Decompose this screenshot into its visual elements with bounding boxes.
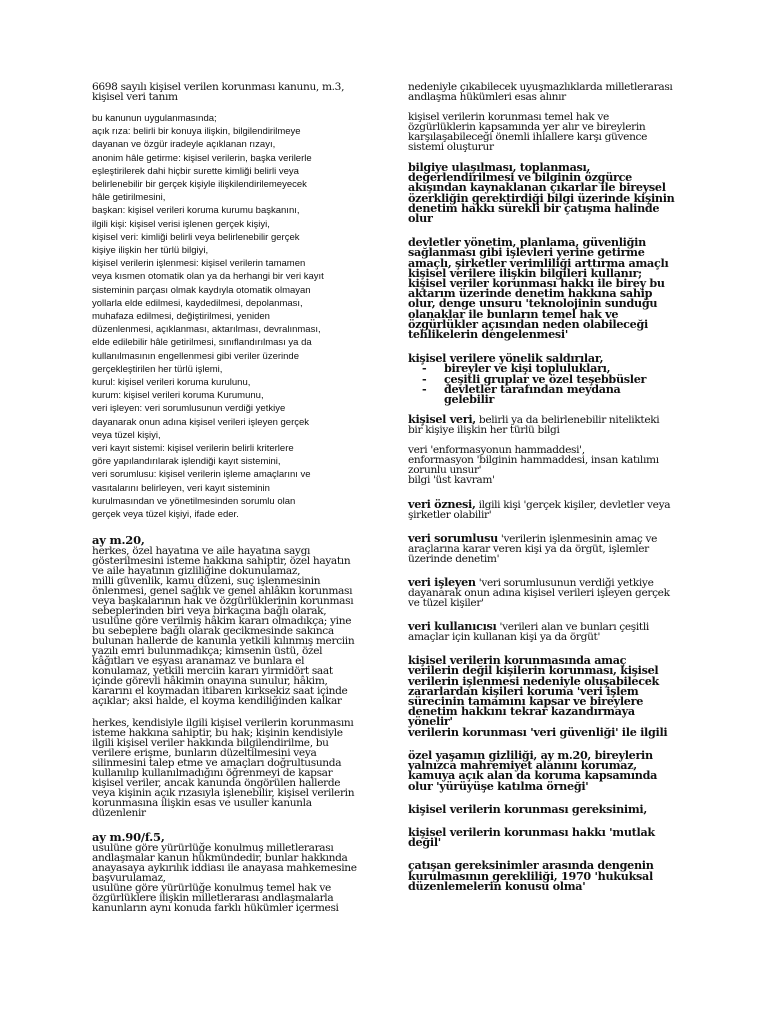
ay-m20-paragraph-1 (92, 546, 388, 706)
text-line: denetim hakkını tekrar kazandırmaya (408, 704, 635, 719)
text-line: açık rıza: belirli bir konuya ilişkin, bilgilendirilmeye (92, 126, 301, 138)
private-life-paragraph (408, 747, 700, 793)
text-line: yollarla elde edilmesi, kaydedilmesi, depolanması, (92, 297, 303, 309)
data-user-definition (408, 621, 700, 642)
text-line: korunmasına ilişkin esas ve usuller kanunla (92, 797, 312, 810)
text-line: değil' (408, 835, 441, 850)
text-line: veya kişinin açık rızasıyla işlenebilir, kişisel verilerin (92, 787, 355, 800)
term-label: veri işleyen (408, 575, 476, 590)
text-line: üzerinde denetim' (408, 553, 500, 566)
text-line: veya tüzel kişiyi, (92, 429, 161, 441)
text-line: kişisel verilerin korunması hakkı 'mutlak (408, 824, 655, 839)
term-label: veri öznesi, (408, 497, 476, 512)
text-line: tehlikelerin dengelenmesi' (408, 327, 568, 342)
balance-paragraph (408, 860, 700, 891)
text-line: araçlarına karar veren kişi ya da örgüt, işlemler (408, 543, 649, 556)
text-line: özgürlükler açısından neden olabileceği (408, 316, 648, 331)
text-line: sistemi oluşturur (408, 141, 494, 153)
text-line: kişisel veri tanım (92, 91, 178, 103)
information-conflict-paragraph (408, 160, 700, 226)
ay-m90-heading: ay m.90/f.5, (92, 830, 165, 845)
dash-bullet: - (422, 371, 427, 386)
text-line: kanunların aynı konuda farklı hükümler içermesi (92, 902, 339, 915)
term-label: kişisel veri, (408, 412, 476, 427)
threat-text: gelebilir (444, 392, 495, 407)
text-line: denetim hakkı sürekli bir çatışma halinde (408, 200, 660, 215)
text-line: silinmesini talep etme ve amaçları doğrultusunda (92, 757, 342, 770)
text-line: başkan: kişisel verileri koruma kurumu başkanını, (92, 205, 300, 217)
treaty-paragraph (408, 82, 700, 102)
text-line: belirlenebilir bir gerçek kişiyle ilişkilendirilemeyecek (92, 179, 307, 191)
text-line: önlenmesi, genel sağlık ve genel ahlâkın korunması (92, 585, 353, 598)
text-line: düzenlemelerin konusu olma' (408, 878, 586, 893)
text-line: kurum: kişisel verileri koruma Kurumunu, (92, 390, 264, 402)
ay-m20-paragraph-2 (92, 718, 388, 818)
text-line: veri sorumlusu: kişisel verilerin işleme amaçlarını ve (92, 469, 311, 481)
text-line: amaçlar için kullanan kişi ya da örgüt' (408, 631, 601, 644)
text-line: kişisel verilere ilişkin bilgileri kullanır; (408, 265, 642, 280)
text-line: bilgi 'üst kavram' (408, 474, 495, 487)
text-line: veya kısmen otomatik olan ya da herhangi bir veri kayıt (92, 271, 324, 283)
text-line: özerkliğin gerektirdiği bilgi üzerinde kişinin (408, 190, 675, 205)
text-line: herkes, kendisiyle ilgili kişisel verilerin korunmasını (92, 717, 354, 730)
text-line: vasıtalarını belirleyen, veri kayıt sisteminin (92, 482, 270, 494)
text-line: yalnızca mahremiyet alanını korumaz, (408, 758, 637, 773)
text-line: enformasyon 'bilginin hammaddesi, insan katılımı (408, 454, 659, 467)
text-line: hâle getirilmesini, (92, 192, 166, 204)
threat-item (408, 381, 700, 407)
text-line: kâğıtları ve eşyası aranamaz ve bunlara el (92, 655, 305, 668)
text-line: eşleştirilerek dahi hiçbir surette kimliği belirli veya (92, 165, 299, 177)
text-line: başvurulamaz, (92, 872, 166, 885)
text-line: değerlendirilmesi ve bilginin özgürce (408, 170, 632, 185)
text-line: nedeniyle çıkabilecek uyuşmazlıklarda milletlerarası (408, 81, 673, 93)
text-line: verilere erişme, bunların düzeltilmesini veya (92, 747, 317, 760)
text-line: usulüne göre verilmiş hâkim kararı olmadıkça; yine (92, 615, 352, 628)
text-line: bir kişiye ilişkin her türlü bilgi (408, 424, 560, 437)
dash-bullet: - (422, 361, 427, 376)
text-line: düzenlenir (92, 807, 146, 820)
text-line: sürecinin tamamını kapsar ve bireylere (408, 694, 644, 709)
text-line: zorunlu unsur' (408, 464, 482, 477)
text-line: zararlardan kişileri koruma 'veri işlem (408, 683, 639, 698)
text-line: usulüne göre yürürlüğe konulmuş temel hak ve (92, 882, 331, 895)
text-line: devletler yönetim, planlama, güvenliğin (408, 235, 646, 250)
text-line: kişiye ilişkin her türlü bilgiyi, (92, 245, 209, 257)
text-line: kullanılıp kullanılmadığını öğrenmeyi de kapsar (92, 767, 333, 780)
definitions-block (92, 112, 388, 521)
text-line: verilerin korunması 'veri güvenliği' ile ilgili (408, 724, 668, 739)
text-line: verilerin işlenmesi nedeniyle oluşabilecek (408, 673, 660, 688)
text-line: andlaşma hükümleri esas alınır (408, 91, 566, 103)
ay-m90-paragraph (92, 843, 388, 913)
states-companies-paragraph (408, 235, 700, 342)
text-line: kişisel verilerin korunması temel hak ve (408, 111, 609, 123)
text-line: kurulmasının gerekliliği, 1970 'hukuksal (408, 868, 653, 883)
text-line: herkes, özel hayatına ve aile hayatına saygı (92, 545, 311, 558)
text-line: isteme hakkına sahiptir, bu hak; kişinin kendisiyle (92, 727, 343, 740)
ay-m20-section (92, 535, 388, 818)
dash-bullet: - (422, 381, 427, 396)
threat-text: devletler tarafından meydana (444, 381, 621, 396)
text-line: yönelir' (408, 714, 453, 729)
protection-right-heading (408, 824, 700, 850)
text-line: veri işleyen: veri sorumlusunun verdiği yetkiye (92, 403, 286, 415)
text-line: göre yapılandırılarak işlendiği kayıt sistemini, (92, 456, 281, 468)
text-line: ilgili kişisel veriler hakkında bilgilendirilme, bu (92, 737, 329, 750)
text-line: karşılaşabileceği önemli ihlallere karşı güvence (408, 131, 648, 143)
data-hierarchy-paragraph (408, 445, 700, 485)
protection-need-heading (408, 801, 700, 816)
right-column (408, 82, 700, 901)
term-label: veri sorumlusu (408, 531, 498, 546)
term-text: 'verileri alan ve bunları çeşitli (496, 621, 649, 634)
protection-purpose-paragraph (408, 655, 700, 737)
text-line: ve tüzel kişiler' (408, 597, 484, 610)
term-text: 'veri sorumlusunun verdiği yetkiye (475, 577, 654, 590)
text-line: şirketler olabilir' (408, 509, 492, 522)
text-line: kişisel verilerin korunmasında amaç (408, 653, 627, 668)
ay-m90-section (92, 832, 388, 913)
text-line: bu sebeplere bağlı olarak gecikmesinde sakınca (92, 625, 334, 638)
text-line: 6698 sayılı kişisel verilen korunması kanunu, m.3, (92, 81, 345, 93)
text-line: milli güvenlik, kamu düzeni, suç işlenmesinin (92, 575, 321, 588)
ay-m20-heading: ay m.20, (92, 533, 145, 548)
text-line: verilerin değil kişilerin korunması, kişisel (408, 663, 659, 678)
threats-section (408, 351, 700, 407)
term-text: ilgili kişi 'gerçek kişiler, devletler veya (475, 499, 671, 512)
text-line: andlaşmalar kanun hükmündedir, bunlar hakkında (92, 852, 348, 865)
text-line: kurul: kişisel verileri koruma kurulunu, (92, 377, 251, 389)
text-line: özgürlüklerin kapsamında yer alır ve bireylerin (408, 121, 646, 133)
text-line: sebeplerinden biri veya birkaçına bağlı olarak, (92, 605, 327, 618)
term-label: veri kullanıcısı (408, 619, 497, 634)
fundamental-rights-paragraph (408, 112, 700, 152)
text-line: kişisel veriler, ancak kanunda öngörülen hallerde (92, 777, 341, 790)
text-line: dayanarak onun adına kişisel verileri işleyen gerçek (92, 416, 310, 428)
text-line: gösterilmesini isteme hakkına sahiptir, özel hayatın (92, 555, 351, 568)
text-line: akışından kaynaklanan çıkarlar ile bireysel (408, 180, 666, 195)
text-line: bu kanunun uygulanmasında; (92, 113, 217, 124)
text-line: kullanılmasının engellenmesi gibi veriler üzerinde (92, 350, 299, 362)
threat-text: çeşitli gruplar ve özel teşebbüsler (444, 371, 647, 386)
text-line: ve aile hayatının gizliliğine dokunulamaz, (92, 565, 301, 578)
text-line: kurulmasından ve yönetilmesinden sorumlu olan (92, 495, 296, 507)
text-line: anonim hâle getirme: kişisel verilerin, başka verilerle (92, 152, 312, 164)
text-line: sisteminin parçası olmak kaydıyla otomatik olmayan (92, 284, 311, 296)
text-line: muhafaza edilmesi, değiştirilmesi, yeniden (92, 311, 270, 323)
text-line: anayasaya aykırılık iddiası ile anayasa mahkemesine (92, 862, 357, 875)
text-line: yazılı emri bulunmadıkça; kimsenin üstü, özel (92, 645, 323, 658)
term-text: belirli ya da belirlenebilir nitelikteki (475, 414, 660, 427)
text-line: kişisel veriler korunması hakkı ile birey bu (408, 276, 665, 291)
left-column (92, 82, 388, 923)
text-line: elde edilebilir hâle getirilmesi, sınıflandırılması ya da (92, 337, 312, 349)
text-line: kişisel veri: kimliği belirli veya belirlenebilir gerçek (92, 231, 300, 243)
text-line: özel yaşamın gizliliği, ay m.20, bireylerin (408, 747, 653, 762)
text-line: olur, denge unsuru 'teknolojinin sunduğu (408, 296, 658, 311)
text-line: dayanan ve özgür iradeyle açıklanan rızayı, (92, 139, 276, 151)
data-subject-definition (408, 499, 700, 520)
text-line: içinde görevli hâkimin onayına sunulur, hâkim, (92, 675, 328, 688)
law-title (92, 82, 388, 102)
text-line: özgürlüklere ilişkin milletlerarası andlaşmalarla (92, 892, 334, 905)
threat-text: bireyler ve kişi toplulukları, (444, 361, 611, 376)
threats-heading: kişisel verilere yönelik saldırılar, (408, 351, 604, 366)
personal-data-definition (408, 414, 700, 435)
text-line: bilgiye ulaşılması, toplanması, (408, 160, 591, 174)
text-line: olur 'yürüyüşe katılma örneği' (408, 778, 589, 793)
text-line: açıklar; aksi halde, el koyma kendiliğinden kalkar (92, 695, 342, 708)
text-line: amaçlı, şirketler verimliliği arttırma amaçlı (408, 255, 669, 270)
text-line: ilgili kişi: kişisel verisi işlenen gerçek kişiyi, (92, 218, 270, 230)
text-line: gerçek veya tüzel kişiyi, ifade eder. (92, 509, 239, 521)
text-line: olur (408, 211, 433, 226)
text-line: kararını el koymadan itibaren kırksekiz saat içinde (92, 685, 348, 698)
threats-list (408, 361, 700, 407)
text-line: sağlanması gibi işlevleri yerine getirme (408, 245, 645, 260)
text-line: bulunan hallerde de kanunla yetkili kılınmış merciin (92, 635, 355, 648)
text-line: çatışan gereksinimler arasında dengenin (408, 858, 654, 873)
text-line: dayanarak onun adına kişisel verileri işleyen gerçek (408, 587, 670, 600)
text-line: konulamaz, yetkili merciin kararı yirmidört saat (92, 665, 333, 678)
text-line: veya başkalarının hak ve özgürlüklerinin korunması (92, 595, 354, 608)
text-line: kişisel verilerin işlenmesi: kişisel verilerin tamamen (92, 258, 306, 270)
text-line: düzenlenmesi, açıklanması, aktarılması, devralınması, (92, 324, 321, 336)
text-line: usulüne göre yürürlüğe konulmuş milletlerarası (92, 842, 334, 855)
term-text: 'verilerin işlenmesinin amaç ve (497, 533, 658, 546)
text-line: veri kayıt sistemi: kişisel verilerin belirli kriterlere (92, 443, 294, 455)
text-line: gerçekleştirilen her türlü işlemi, (92, 363, 223, 375)
text-line: kamuya açık alan da koruma kapsamında (408, 768, 658, 783)
text-line: aktarım üzerinde denetim hakkına sahip (408, 286, 653, 301)
data-controller-definition (408, 533, 700, 564)
data-processor-definition (408, 577, 700, 608)
text-line: kişisel verilerin korunması gereksinimi, (408, 801, 647, 816)
text-line: olanaklar ile bunların temel hak ve (408, 306, 619, 321)
text-line: veri 'enformasyonun hammaddesi', (408, 444, 585, 457)
